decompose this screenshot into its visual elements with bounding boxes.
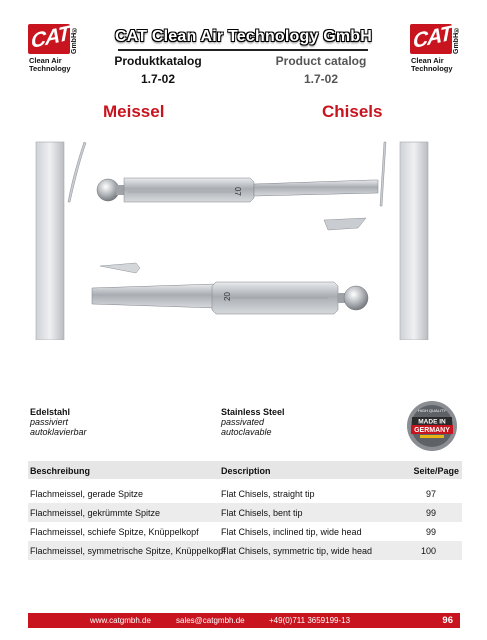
chisel-size-label: 20 — [223, 292, 232, 301]
title-underline — [118, 49, 368, 51]
logo-mark: CAT — [413, 21, 452, 54]
chisel-front-right — [400, 142, 428, 340]
section-title-en: Chisels — [322, 102, 383, 121]
material-property-en: passivated — [221, 417, 265, 427]
row-description-de: Flachmeissel, symmetrische Spitze, Knüppelkopf — [30, 546, 226, 556]
catalog-label-en: Product catalog — [275, 54, 367, 68]
logo-mark: CAT — [31, 21, 70, 54]
seal-top-text: HIGH QUALITY — [417, 408, 447, 413]
logo-name — [29, 57, 71, 73]
logo-name — [411, 57, 453, 73]
seal-germany: GERMANY — [414, 427, 450, 434]
table-row[interactable] — [28, 484, 462, 503]
logo-gmbh: GmbH® — [71, 26, 78, 54]
row-description-en: Flat Chisels, inclined tip, wide head — [221, 527, 362, 537]
catalog-code-en: 1.7-02 — [303, 72, 339, 86]
row-page: 97 — [425, 489, 436, 499]
footer-website-link[interactable]: www.catgmbh.de — [90, 616, 151, 625]
chisel-size-label: 07 — [233, 187, 242, 196]
material-info-en — [221, 407, 285, 437]
material-property-en: autoclavable — [221, 427, 272, 437]
row-description-en: Flat Chisels, bent tip — [221, 508, 303, 518]
logo-name-line2: Technology — [29, 64, 71, 73]
chisel-upper — [97, 178, 378, 202]
logo-name-line1: Clean Air — [29, 56, 62, 65]
row-page: 100 — [420, 546, 436, 556]
row-description-en: Flat Chisels, straight tip — [221, 489, 315, 499]
row-page: 99 — [425, 527, 436, 537]
catalog-code-de: 1.7-02 — [140, 72, 176, 86]
footer-phone: +49(0)711 3659199-13 — [269, 616, 351, 625]
section-title-de: Meissel — [103, 102, 165, 121]
column-header-page: Seite/Page — [413, 466, 459, 476]
material-heading-en: Stainless Steel — [221, 407, 285, 417]
row-description-de: Flachmeissel, schiefe Spitze, Knüppelkopf — [30, 527, 199, 537]
logo-gmbh: GmbH® — [453, 26, 460, 54]
seal-made-in: MADE IN — [418, 418, 446, 426]
chisel-front-left — [36, 142, 64, 340]
material-info-de — [30, 407, 87, 437]
chisel-side-curved — [68, 142, 86, 202]
chisel-side-straight — [380, 142, 386, 206]
table-header — [28, 461, 462, 479]
material-heading-de: Edelstahl — [30, 407, 71, 417]
material-property-de: passiviert — [30, 417, 69, 427]
blade-tip-right — [324, 218, 366, 230]
row-description-en: Flat Chisels, symmetric tip, wide head — [221, 546, 373, 556]
row-description-de: Flachmeissel, gerade Spitze — [30, 489, 144, 499]
chisel-lower — [92, 282, 368, 314]
logo-name-line1: Clean Air — [411, 56, 444, 65]
page-number: 96 — [442, 615, 453, 626]
blade-tip-left — [100, 263, 140, 273]
row-description-de: Flachmeissel, gekrümmte Spitze — [30, 508, 161, 518]
column-header-description-en: Description — [221, 466, 271, 476]
logo-name-line2: Technology — [411, 64, 453, 73]
footer-email-link[interactable]: sales@catgmbh.de — [176, 616, 245, 625]
table-row[interactable] — [28, 522, 462, 541]
made-in-germany-seal — [406, 400, 458, 452]
product-photo — [28, 140, 460, 340]
catalog-label-de: Produktkatalog — [114, 54, 202, 68]
company-title: CAT Clean Air Technology GmbH — [114, 28, 373, 45]
column-header-description-de: Beschreibung — [30, 466, 91, 476]
row-page: 99 — [425, 508, 436, 518]
footer-bar — [28, 613, 460, 628]
table-row[interactable] — [28, 503, 462, 522]
material-property-de: autoklavierbar — [30, 427, 87, 437]
table-row[interactable] — [28, 541, 462, 560]
